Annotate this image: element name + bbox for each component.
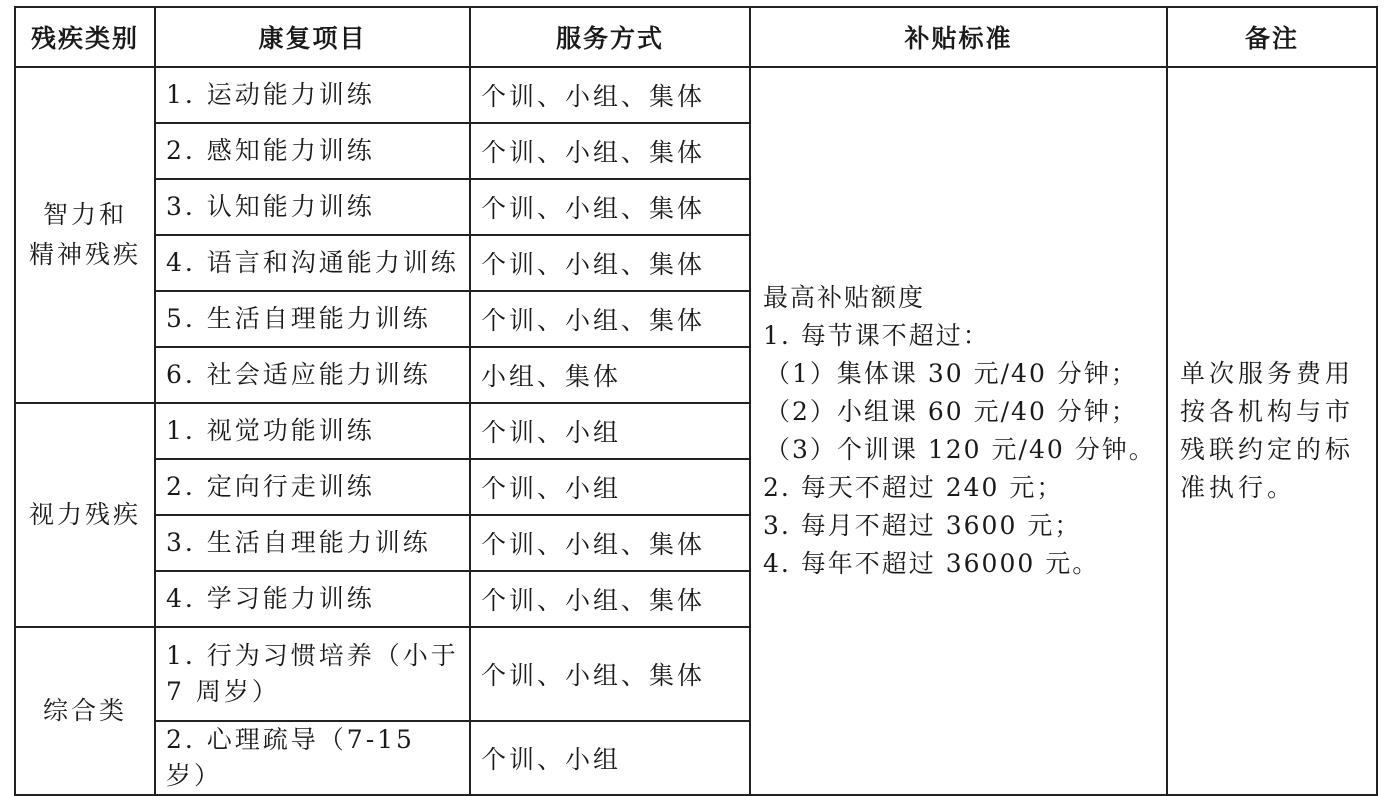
project-line: 1. 行为习惯培养（小于 [166, 641, 459, 670]
mode-cell: 个训、小组、集体 [470, 627, 750, 721]
mode-cell: 个训、小组、集体 [470, 571, 750, 627]
project-cell: 4. 语言和沟通能力训练 [155, 235, 470, 291]
category-line: 视力残疾 [28, 500, 141, 529]
category-line: 综合类 [42, 696, 127, 725]
project-cell: 4. 学习能力训练 [155, 571, 470, 627]
category-line: 智力和 [42, 200, 127, 229]
standard-line: 4. 每年不超过 36000 元。 [763, 549, 1100, 578]
standard-line: 2. 每天不超过 240 元； [763, 473, 1064, 502]
remark-line: 按各机构与市 [1180, 397, 1355, 426]
mode-cell: 个训、小组、集体 [470, 67, 750, 123]
category-line: 精神残疾 [28, 240, 141, 269]
header-remark: 备注 [1167, 7, 1377, 67]
mode-cell: 个训、小组、集体 [470, 123, 750, 179]
standard-line: （1）集体课 30 元/40 分钟； [765, 359, 1138, 388]
header-project: 康复项目 [155, 7, 470, 67]
header-standard: 补贴标准 [750, 7, 1167, 67]
standard-line: （2）小组课 60 元/40 分钟； [765, 397, 1138, 426]
mode-cell: 个训、小组、集体 [470, 291, 750, 347]
project-cell: 1. 视觉功能训练 [155, 403, 470, 459]
mode-cell: 个训、小组 [470, 459, 750, 515]
header-mode: 服务方式 [470, 7, 750, 67]
header-category: 残疾类别 [15, 7, 155, 67]
project-cell: 3. 认知能力训练 [155, 179, 470, 235]
header-row [15, 7, 1377, 67]
project-line: 7 周岁） [166, 677, 280, 706]
project-cell: 2. 感知能力训练 [155, 123, 470, 179]
mode-cell: 个训、小组 [470, 403, 750, 459]
mode-cell: 个训、小组、集体 [470, 235, 750, 291]
project-cell: 5. 生活自理能力训练 [155, 291, 470, 347]
category-visual [15, 403, 155, 627]
subsidy-standard-cell [750, 67, 1167, 795]
subsidy-table-container [14, 6, 1376, 790]
standard-line: 1. 每节课不超过： [763, 321, 990, 350]
mode-cell: 个训、小组 [470, 721, 750, 795]
standard-line: 最高补贴额度 [763, 283, 926, 312]
category-comprehensive [15, 627, 155, 795]
standard-line: 3. 每月不超过 3600 元； [763, 511, 1082, 540]
mode-cell: 个训、小组、集体 [470, 179, 750, 235]
project-cell: 3. 生活自理能力训练 [155, 515, 470, 571]
standard-line: （3）个训课 120 元/40 分钟。 [765, 435, 1156, 464]
mode-cell: 个训、小组、集体 [470, 515, 750, 571]
remark-line: 单次服务费用 [1180, 359, 1355, 388]
category-intellectual-mental [15, 67, 155, 403]
remark-cell [1167, 67, 1377, 795]
table-row [15, 67, 1377, 123]
mode-cell: 小组、集体 [470, 347, 750, 403]
project-cell: 6. 社会适应能力训练 [155, 347, 470, 403]
project-cell: 2. 心理疏导（7-15 岁） [155, 721, 470, 795]
rehab-subsidy-table [14, 6, 1378, 796]
project-cell: 2. 定向行走训练 [155, 459, 470, 515]
remark-line: 准执行。 [1180, 473, 1297, 502]
project-cell [155, 627, 470, 721]
remark-line: 残联约定的标 [1180, 435, 1355, 464]
project-cell: 1. 运动能力训练 [155, 67, 470, 123]
